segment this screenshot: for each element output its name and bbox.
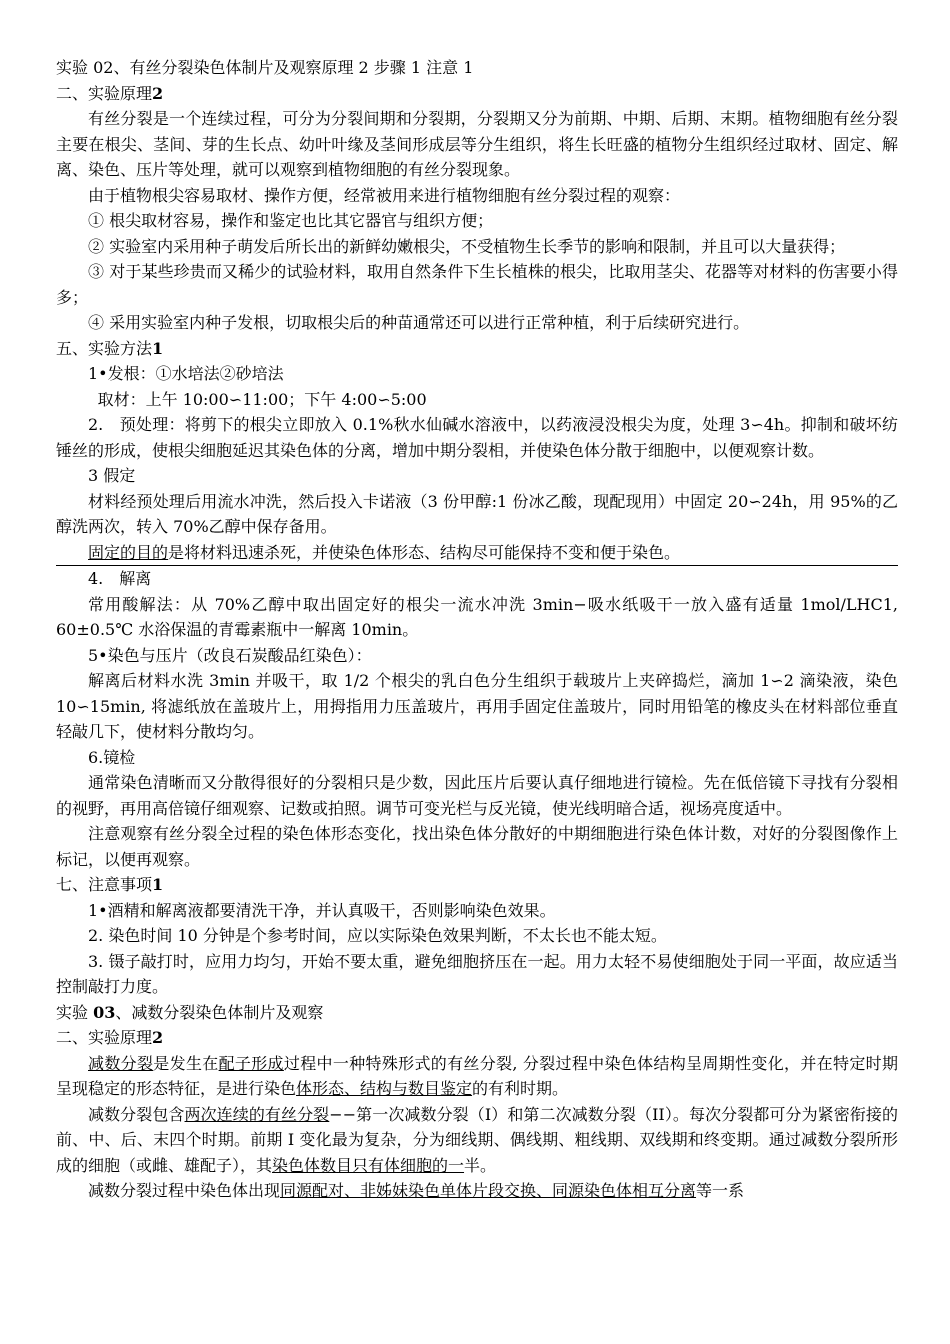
exp02-step-6-b: 注意观察有丝分裂全过程的染色体形态变化，找出染色体分散好的中期细胞进行染色体计数，对好的分裂图像作上标记，以便再观察。 [56, 824, 898, 869]
exp03-principle-paragraph-2: 减数分裂包含两次连续的有丝分裂−−第一次减数分裂（I）和第二次减数分裂（II）。每次分裂都可分为紧密衔接的前、中、后、末四个时期。前期 I 变化最为复杂，分为细线期、偶线期、粗线期、双线期和终变期。通过减数分裂所形成的细胞（或雌、雄配子），其染色体数目只有体细胞的一半。 [56, 1104, 898, 1175]
exp02-step-4: 常用酸解法：从 70%乙醇中取出固定好的根尖一流水冲洗 3min−吸水纸吸干一放入盛有适量 1mol/LHC1, 60±0.5℃ 水浴保温的青霉素瓶中一解离 10min。 [56, 594, 898, 639]
exp02-principle-paragraph-2: 由于植物根尖容易取材、操作方便，经常被用来进行植物细胞有丝分裂过程的观察： [88, 185, 681, 205]
exp02-principle-heading: 二、实验原理2 [56, 83, 164, 103]
exp02-step-1-time: 取材：上午 10:00∽11:00；下午 4:00∽5:00 [97, 389, 427, 409]
exp02-reason-1: ① 根尖取材容易，操作和鉴定也比其它器官与组织方便； [88, 211, 494, 230]
exp02-reason-4: ④ 采用实验室内种子发根，切取根尖后的种苗通常还可以进行正常种植，利于后续研究进行。 [88, 313, 750, 332]
exp03-title: 实验 03、减数分裂染色体制片及观察 [56, 1002, 324, 1022]
exp02-principle-paragraph-1: 有丝分裂是一个连续过程，可分为分裂间期和分裂期，分裂期又分为前期、中期、后期、末期。植物细胞有丝分裂主要在根尖、茎间、芽的生长点、幼叶叶缘及茎间形成层等分生组织，将生长旺盛的植物分生组织经过取材、固定、解离、染色、压片等处理，就可以观察到植物细胞的有丝分裂现象。 [56, 109, 898, 179]
exp02-title: 实验 02、有丝分裂染色体制片及观察原理 2 步骤 1 注意 1 [56, 58, 474, 77]
exp02-notes-heading: 七、注意事项1 [56, 875, 164, 894]
exp02-note-2: 2. 染色时间 10 分钟是个参考时间，应以实际染色效果判断，不太长也不能太短。 [88, 926, 667, 945]
exp02-step-3-title: 3 假定 [88, 466, 136, 485]
exp02-step-3: 材料经预处理后用流水冲洗，然后投入卡诺液（3 份甲醇:1 份冰乙酸，现配现用）中固定 20∽24h，用 95%的乙醇洗两次，转入 70%乙醇中保存备用。 [56, 491, 898, 536]
document-body [56, 55, 898, 1204]
exp02-reason-2: ② 实验室内采用种子萌发后所长出的新鲜幼嫩根尖，不受植物生长季节的影响和限制，并且可以大量获得； [88, 236, 846, 256]
exp02-note-3: 3. 镊子敲打时，应用力均匀，开始不要太重，避免细胞挤压在一起。用力太轻不易使细胞处于同一平面，故应适当控制敲打力度。 [56, 951, 898, 996]
exp02-step-1: 1•发根：①水培法②砂培法 [88, 364, 284, 383]
exp02-method-heading: 五、实验方法1 [56, 338, 164, 358]
exp02-step-2: 2. 预处理：将剪下的根尖立即放入 0.1%秋水仙碱水溶液中，以药液浸没根尖为度，处理 3∽4h。抑制和破坏纺锤丝的形成，使根尖细胞延迟其染色体的分离，增加中期分裂相，并使染色体分散于细胞中，以便观察计数。 [56, 415, 898, 460]
exp02-step-6-title: 6.镜检 [88, 747, 136, 767]
exp02-step-3-purpose: 固定的目的是将材料迅速杀死，并使染色体形态、结构尽可能保持不变和便于染色。 [56, 540, 898, 567]
exp02-step-6-a: 通常染色清晰而又分散得很好的分裂相只是少数，因此压片后要认真仔细地进行镜检。先在低倍镜下寻找有分裂相的视野，再用高倍镜仔细观察、记数或拍照。调节可变光栏与反光镜，使光线明暗合适，视场亮度适中。 [56, 773, 898, 818]
exp02-step-4-title: 4. 解离 [88, 569, 152, 588]
exp03-principle-heading: 二、实验原理2 [56, 1028, 164, 1047]
exp02-note-1: 1•酒精和解离液都要清洗干净，并认真吸干，否则影响染色效果。 [88, 900, 556, 920]
exp03-principle-paragraph-3: 减数分裂过程中染色体出现同源配对、非姊妹染色单体片段交换、同源染色体相互分离等一系 [88, 1181, 745, 1200]
exp03-principle-paragraph-1: 减数分裂是发生在配子形成过程中一种特殊形式的有丝分裂, 分裂过程中染色体结构呈周期性变化，并在特定时期呈现稳定的形态特征，是进行染色体形态、结构与数目鉴定的有利时期。 [56, 1053, 898, 1098]
exp02-step-5-title: 5•染色与压片（改良石炭酸品红染色）： [88, 645, 372, 665]
exp02-step-5: 解离后材料水洗 3min 并吸干，取 1/2 个根尖的乳白色分生组织于载玻片上夹碎捣烂，滴加 1∽2 滴染液，染色 10∽15min, 将滤纸放在盖玻片上，用拇指用力压盖玻片，再用手固定住盖玻片，同时用铅笔的橡皮头在材料部位垂直轻敲几下，使材料分散均匀。 [56, 671, 898, 741]
exp02-reason-3: ③ 对于某些珍贵而又稀少的试验材料，取用自然条件下生长植株的根尖，比取用茎尖、花器等对材料的伤害要小得多； [56, 262, 898, 307]
